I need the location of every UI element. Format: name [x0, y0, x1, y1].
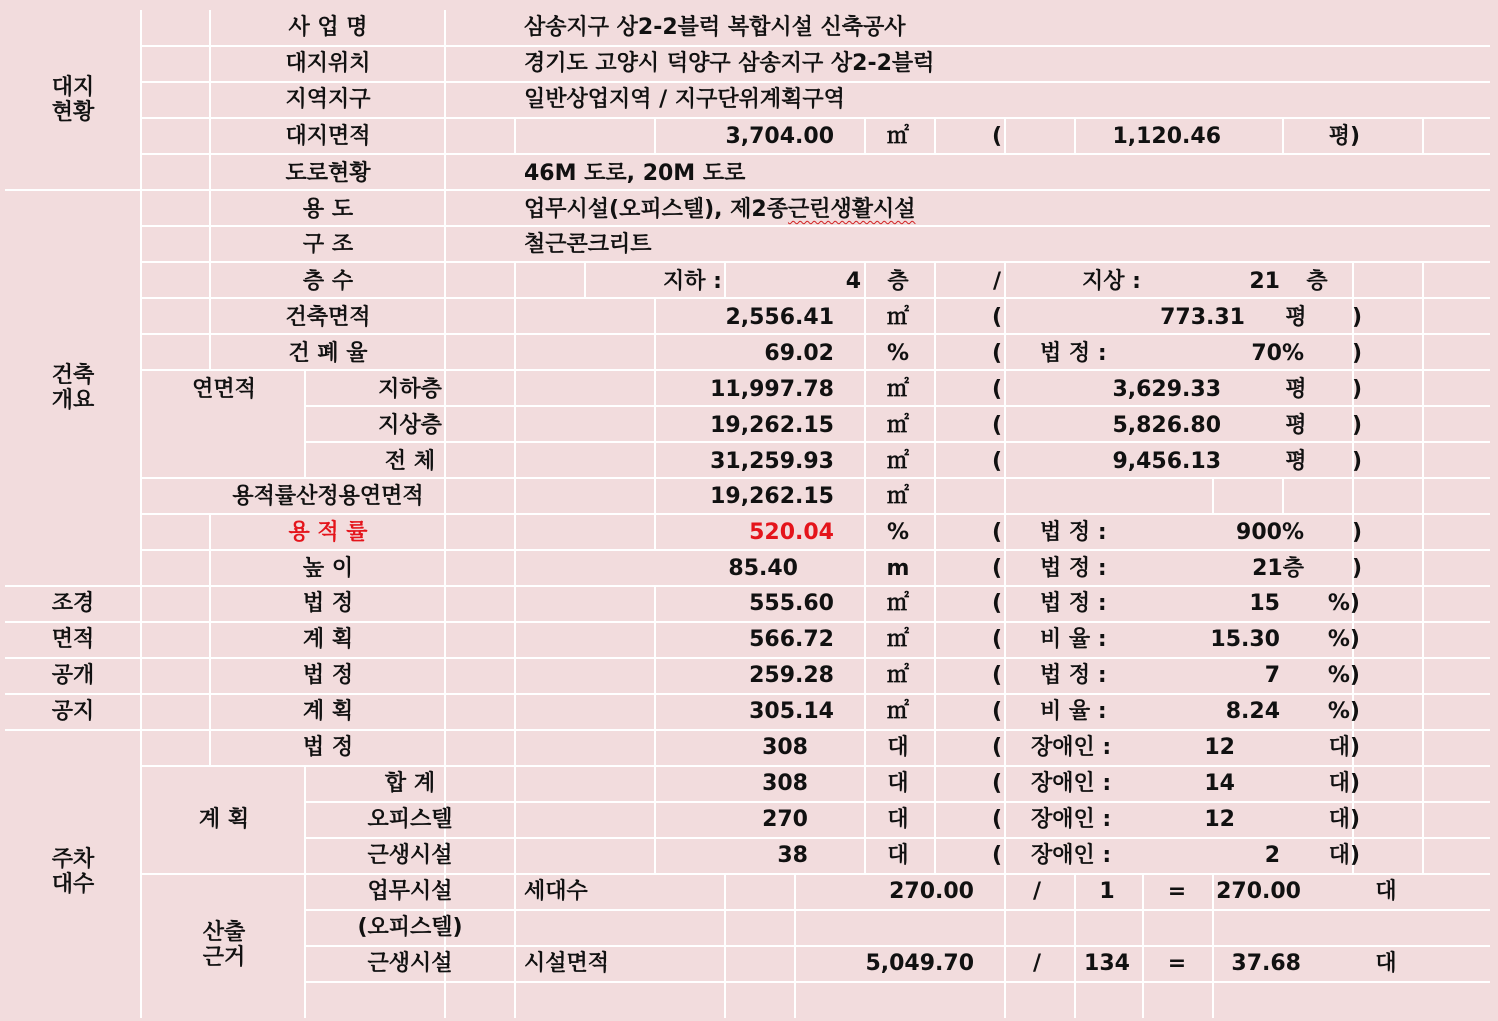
parking-unit: 대	[887, 771, 909, 796]
unit-close: 대)	[1328, 735, 1360, 760]
paren-open: (	[991, 413, 1003, 438]
road-value: 46M 도로, 20M 도로	[524, 161, 746, 186]
grid-line	[209, 10, 211, 190]
grid-line	[5, 657, 1490, 659]
retail-basis-label: 근생시설	[367, 951, 453, 976]
legal-label: 법 정 :	[1040, 663, 1107, 688]
grid-line	[304, 441, 1490, 443]
paren-open: (	[991, 771, 1003, 796]
grid-line	[140, 513, 1490, 515]
grid-line	[140, 81, 1490, 83]
paren-open: (	[991, 341, 1003, 366]
grid-line	[654, 118, 656, 154]
grid-line	[209, 190, 211, 370]
landscape-plan-label: 계 획	[302, 627, 354, 652]
parking-total-label: 합 계	[384, 771, 436, 796]
paren-open: (	[991, 591, 1003, 616]
parking-total-count: 308	[762, 771, 808, 796]
grid-line	[140, 369, 1490, 371]
floor-unit: 층	[887, 269, 909, 294]
legal-label: 법 정 :	[1040, 556, 1107, 581]
grid-line	[5, 189, 1490, 191]
height-legal: 21층	[1252, 556, 1304, 581]
gfa-total-m2: 31,259.93	[710, 449, 834, 474]
far-label: 용 적 률	[288, 520, 368, 545]
office-divisor: 1	[1099, 879, 1115, 904]
paren-close: )	[1351, 413, 1363, 438]
grid-line	[140, 333, 1490, 335]
site-area-py-unit: 평)	[1328, 124, 1360, 149]
grid-line	[1422, 262, 1424, 874]
open-legal-value: 7	[1264, 663, 1280, 688]
unit-m2: ㎡	[886, 591, 910, 616]
coverage-area-m2: 2,556.41	[725, 305, 834, 330]
grid-line	[140, 261, 1490, 263]
ratio-label: 비 율 :	[1040, 699, 1107, 724]
retail-result: 37.68	[1231, 951, 1301, 976]
gfa-total-label: 전 체	[384, 449, 436, 474]
section-open-1: 공개	[51, 663, 95, 688]
percent: %	[886, 520, 910, 545]
far-gfa-m2: 19,262.15	[710, 484, 834, 509]
gfa-label: 연면적	[192, 377, 256, 402]
parking-officetel-disabled: 12	[1204, 807, 1235, 832]
open-plan-m2: 305.14	[749, 699, 834, 724]
office-basis-sub: (오피스텔)	[357, 915, 463, 940]
unit-m2: ㎡	[886, 484, 910, 509]
height-unit: m	[886, 556, 910, 581]
parking-unit: 대	[887, 843, 909, 868]
location-value: 경기도 고양시 덕양구 삼송지구 상2-2블럭	[524, 51, 935, 76]
site-area-m2: 3,704.00	[725, 124, 834, 149]
grid-line	[304, 801, 1490, 803]
gfa-above-py: 5,826.80	[1112, 413, 1221, 438]
grid-line	[5, 621, 1490, 623]
parking-retail-label: 근생시설	[367, 843, 453, 868]
section-landscape-2: 면적	[51, 627, 95, 652]
unit-m2: ㎡	[886, 377, 910, 402]
equals-sign: =	[1167, 879, 1187, 904]
gfa-below-py: 3,629.33	[1112, 377, 1221, 402]
grid-line	[864, 262, 866, 874]
pct-close: %)	[1327, 591, 1360, 616]
parking-legal-disabled: 12	[1204, 735, 1235, 760]
parking-unit: 대	[1375, 879, 1397, 904]
use-value-main: 업무시설(오피스텔), 제2종	[524, 197, 788, 222]
paren-open: (	[991, 843, 1003, 868]
grid-line	[304, 909, 1490, 911]
section-site: 대지 현황	[51, 75, 95, 125]
divide-sign: /	[1032, 951, 1042, 976]
grid-line	[304, 405, 1490, 407]
floor-unit: 층	[1306, 269, 1328, 294]
landscape-legal-value: 15	[1249, 591, 1280, 616]
parking-plan-label: 계 획	[198, 807, 250, 832]
far-value: 520.04	[749, 520, 834, 545]
parking-total-disabled: 14	[1204, 771, 1235, 796]
above-label: 지상 :	[1082, 269, 1141, 294]
pct-close: %)	[1327, 663, 1360, 688]
coverage-ratio-label: 건 폐 율	[288, 341, 368, 366]
paren-close: )	[1351, 449, 1363, 474]
grid-line	[304, 981, 1490, 983]
paren-open: (	[991, 556, 1003, 581]
paren-close: )	[1351, 341, 1363, 366]
ratio-label: 비 율 :	[1040, 627, 1107, 652]
coverage-legal: 70%	[1251, 341, 1304, 366]
floors-label: 층 수	[302, 269, 354, 294]
facility-area-value: 5,049.70	[865, 951, 974, 976]
floors-slash: /	[992, 269, 1002, 294]
pct-close: %)	[1327, 699, 1360, 724]
grid-line	[140, 225, 1490, 227]
grid-line	[140, 297, 1490, 299]
grid-line	[514, 118, 516, 154]
above-value: 21	[1249, 269, 1280, 294]
grid-line	[140, 477, 1490, 479]
grid-line	[140, 549, 1490, 551]
office-basis-label: 업무시설	[367, 879, 453, 904]
grid-line	[934, 262, 936, 874]
grid-line	[140, 153, 1490, 155]
grid-line	[514, 262, 516, 1018]
gfa-total-py: 9,456.13	[1112, 449, 1221, 474]
grid-line	[1282, 118, 1284, 154]
below-value: 4	[845, 269, 861, 294]
legal-label: 법 정 :	[1040, 520, 1107, 545]
parking-officetel-count: 270	[762, 807, 808, 832]
unit-close: 대)	[1328, 771, 1360, 796]
unit-m2: ㎡	[886, 413, 910, 438]
site-area-label: 대지면적	[285, 124, 371, 149]
paren-open: (	[991, 124, 1003, 149]
percent: %	[886, 341, 910, 366]
section-parking: 주차 대수	[51, 847, 95, 897]
landscape-plan-value: 15.30	[1210, 627, 1280, 652]
height-value: 85.40	[728, 556, 798, 581]
structure-value: 철근콘크리트	[524, 232, 652, 257]
far-legal: 900%	[1236, 520, 1304, 545]
landscape-legal-label: 법 정	[302, 591, 354, 616]
grid-line	[304, 837, 1490, 839]
gfa-below-m2: 11,997.78	[710, 377, 834, 402]
grid-line	[1212, 478, 1214, 514]
site-area-py: 1,120.46	[1112, 124, 1221, 149]
paren-open: (	[991, 627, 1003, 652]
section-landscape-1: 조경	[51, 591, 95, 616]
grid-line	[140, 765, 1490, 767]
parking-legal-count: 308	[762, 735, 808, 760]
households-value: 270.00	[889, 879, 974, 904]
unit-m2: ㎡	[886, 663, 910, 688]
landscape-legal-m2: 555.60	[749, 591, 834, 616]
paren-open: (	[991, 377, 1003, 402]
unit-m2: ㎡	[886, 449, 910, 474]
gfa-above-label: 지상층	[378, 413, 442, 438]
disabled-label: 장애인 :	[1031, 735, 1112, 760]
height-label: 높 이	[302, 556, 354, 581]
structure-label: 구 조	[302, 232, 354, 257]
open-plan-label: 계 획	[302, 699, 354, 724]
paren-open: (	[991, 305, 1003, 330]
paren-open: (	[991, 699, 1003, 724]
grid-line	[1074, 118, 1076, 154]
grid-line	[1422, 118, 1424, 154]
unit-close: 대)	[1328, 807, 1360, 832]
coverage-area-py: 773.31	[1160, 305, 1245, 330]
py-unit: 평	[1285, 449, 1307, 474]
py-unit: 평	[1285, 305, 1307, 330]
disabled-label: 장애인 :	[1031, 807, 1112, 832]
paren-close: )	[1351, 520, 1363, 545]
coverage-area-label: 건축면적	[285, 305, 371, 330]
py-unit: 평	[1285, 413, 1307, 438]
below-label: 지하 :	[663, 269, 722, 294]
facility-area-label: 시설면적	[524, 951, 610, 976]
section-building: 건축 개요	[51, 363, 95, 413]
pct-close: %)	[1327, 627, 1360, 652]
coverage-ratio-value: 69.02	[764, 341, 834, 366]
project-value: 삼송지구 상2-2블럭 복합시설 신축공사	[524, 15, 906, 40]
paren-open: (	[991, 807, 1003, 832]
grid-line	[304, 370, 306, 478]
households-label: 세대수	[524, 879, 588, 904]
parking-retail-count: 38	[777, 843, 808, 868]
zoning-value: 일반상업지역 / 지구단위계획구역	[524, 87, 845, 112]
retail-divisor: 134	[1084, 951, 1130, 976]
grid-line	[140, 873, 1490, 875]
paren-open: (	[991, 449, 1003, 474]
parking-unit: 대	[887, 807, 909, 832]
section-open-2: 공지	[51, 699, 95, 724]
unit-m2: ㎡	[886, 305, 910, 330]
grid-line	[304, 945, 1490, 947]
open-legal-label: 법 정	[302, 663, 354, 688]
office-result: 270.00	[1216, 879, 1301, 904]
grid-line	[584, 262, 586, 298]
open-plan-value: 8.24	[1225, 699, 1280, 724]
grid-line	[1004, 118, 1006, 154]
legal-label: 법 정 :	[1040, 341, 1107, 366]
paren-open: (	[991, 735, 1003, 760]
unit-m2: ㎡	[886, 699, 910, 724]
grid-line	[724, 262, 726, 298]
legal-label: 법 정 :	[1040, 591, 1107, 616]
gfa-above-m2: 19,262.15	[710, 413, 834, 438]
use-label: 용 도	[302, 197, 354, 222]
unit-m2: ㎡	[886, 124, 910, 149]
equals-sign: =	[1167, 951, 1187, 976]
grid-line	[1282, 478, 1284, 514]
location-label: 대지위치	[285, 51, 371, 76]
disabled-label: 장애인 :	[1031, 843, 1112, 868]
divide-sign: /	[1032, 879, 1042, 904]
open-legal-m2: 259.28	[749, 663, 834, 688]
grid-line	[864, 118, 866, 154]
paren-close: )	[1351, 377, 1363, 402]
paren-close: )	[1351, 305, 1363, 330]
use-value	[524, 197, 915, 223]
grid-line	[140, 45, 1490, 47]
parking-legal-label: 법 정	[302, 735, 354, 760]
disabled-label: 장애인 :	[1031, 771, 1112, 796]
py-unit: 평	[1285, 377, 1307, 402]
unit-close: 대)	[1328, 843, 1360, 868]
parking-unit: 대	[1375, 951, 1397, 976]
grid-line	[5, 693, 1490, 695]
unit-m2: ㎡	[886, 627, 910, 652]
grid-line	[5, 729, 1490, 731]
grid-line	[1004, 262, 1006, 1018]
grid-line	[5, 585, 1490, 587]
landscape-plan-m2: 566.72	[749, 627, 834, 652]
parking-unit: 대	[887, 735, 909, 760]
parking-basis-label: 산출 근거	[202, 920, 246, 970]
road-label: 도로현황	[285, 161, 371, 186]
parking-retail-disabled: 2	[1264, 843, 1280, 868]
far-gfa-label: 용적률산정용연면적	[232, 484, 424, 509]
paren-open: (	[991, 663, 1003, 688]
grid-line	[140, 117, 1490, 119]
paren-open: (	[991, 520, 1003, 545]
paren-close: )	[1351, 556, 1363, 581]
use-value-spellcheck: 근린생활시설	[787, 197, 916, 222]
parking-officetel-label: 오피스텔	[367, 807, 453, 832]
project-label: 사 업 명	[288, 15, 368, 40]
grid-line	[934, 118, 936, 154]
gfa-below-label: 지하층	[378, 377, 442, 402]
zoning-label: 지역지구	[285, 87, 371, 112]
